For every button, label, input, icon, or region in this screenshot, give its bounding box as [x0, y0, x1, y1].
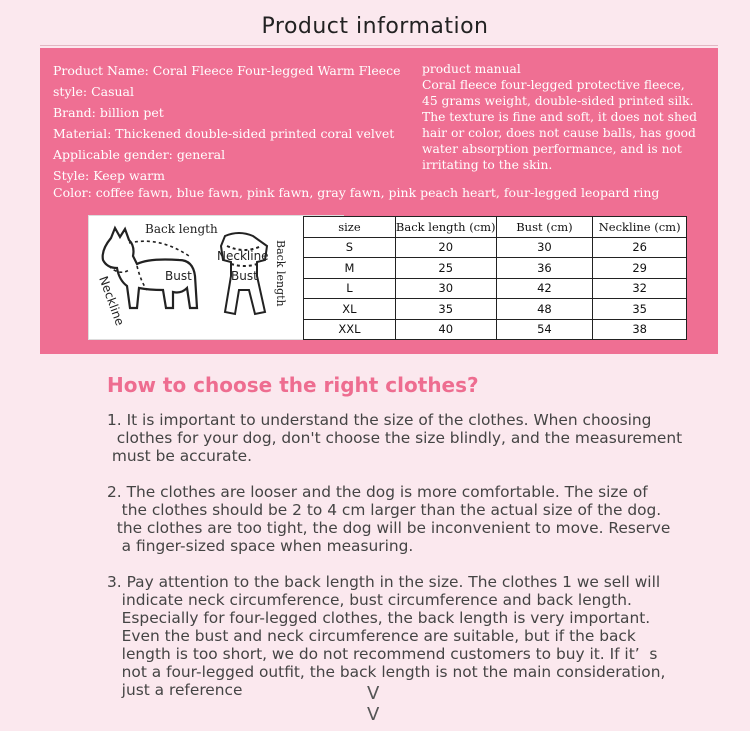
spec-product-name: Product Name: Coral Fleece Four-legged Warm Fleece — [53, 63, 401, 78]
table-row — [304, 237, 687, 258]
manual-line: Coral fleece four-legged protective fleece, — [422, 78, 685, 92]
table-cell: 20 — [395, 237, 496, 258]
guide-line: indicate neck circumference, bust circumference and back length. — [107, 591, 632, 609]
manual-line: irritating to the skin. — [422, 158, 553, 172]
guide-line: a finger-sized space when measuring. — [107, 537, 414, 555]
table-cell: 25 — [395, 258, 496, 279]
table-header-back-length: Back length (cm) — [395, 217, 496, 238]
table-row — [304, 278, 687, 299]
guide-line: just a reference — [107, 681, 243, 699]
table-cell: 26 — [593, 237, 687, 258]
guide-line: the clothes are too tight, the dog will be inconvenient to move. Reserve — [107, 519, 671, 537]
table-cell: 30 — [395, 278, 496, 299]
table-cell: 35 — [395, 299, 496, 320]
spec-style: style: Casual — [53, 84, 135, 99]
guide-line: clothes for your dog, don't choose the size blindly, and the measurement — [107, 429, 683, 447]
spec-gender: Applicable gender: general — [53, 147, 226, 162]
table-header-row — [304, 217, 687, 238]
table-cell: 54 — [496, 319, 593, 340]
dog-measurement-illustration — [89, 216, 305, 339]
manual-line: hair or color, does not cause balls, has good — [422, 126, 696, 140]
table-cell: 32 — [593, 278, 687, 299]
guide-line: the clothes should be 2 to 4 cm larger than the actual size of the dog. — [107, 501, 662, 519]
guide-line: 2. The clothes are looser and the dog is more comfortable. The size of — [107, 483, 648, 501]
diagram-bust2-label: Bust — [231, 269, 258, 283]
table-cell: S — [304, 237, 396, 258]
table-cell: 40 — [395, 319, 496, 340]
guide-line: Even the bust and neck circumference are suitable, but if the back — [107, 627, 636, 645]
diagram-neckline-label: Neckline — [96, 274, 127, 328]
size-table — [303, 216, 687, 340]
spec-color: Color: coffee fawn, blue fawn, pink fawn, gray fawn, pink peach heart, four-legged leopard ring — [53, 185, 660, 200]
manual-line: The texture is fine and soft, it does not shed — [422, 110, 698, 124]
product-info-panel — [40, 48, 718, 354]
guide-line: Especially for four-legged clothes, the back length is very important. — [107, 609, 651, 627]
page-title: Product information — [261, 14, 489, 39]
manual-heading: product manual — [422, 62, 521, 76]
diagram-back-length-label: Back length — [145, 222, 218, 236]
spec-material: Material: Thickened double-sided printed coral velvet — [53, 126, 395, 141]
guide-line: 3. Pay attention to the back length in the size. The clothes 1 we sell will — [107, 573, 661, 591]
title-divider — [40, 45, 718, 46]
table-header-neckline: Neckline (cm) — [593, 217, 687, 238]
table-row — [304, 299, 687, 320]
guide-title: How to choose the right clothes? — [107, 373, 479, 397]
table-row — [304, 258, 687, 279]
diagram-bust-label: Bust — [165, 269, 192, 283]
guide-line: not a four-legged outfit, the back length is not the main consideration, — [107, 663, 666, 681]
bust-line — [137, 266, 147, 290]
manual-line: water absorption performance, and is not — [422, 142, 682, 156]
guide-paragraph-1 — [107, 411, 727, 465]
back-length-line — [129, 241, 189, 256]
table-cell: XL — [304, 299, 396, 320]
spec-brand: Brand: billion pet — [53, 105, 164, 120]
table-cell: 30 — [496, 237, 593, 258]
table-cell: XXL — [304, 319, 396, 340]
diagram-back-length2-label: Back length — [274, 240, 287, 307]
guide-line: must be accurate. — [107, 447, 252, 465]
product-manual — [422, 61, 712, 173]
table-cell: M — [304, 258, 396, 279]
chevron-down-icon: V — [367, 704, 380, 725]
table-row — [304, 319, 687, 340]
table-cell: 38 — [593, 319, 687, 340]
chevron-down-icon: V — [367, 683, 380, 704]
table-cell: 35 — [593, 299, 687, 320]
table-cell: L — [304, 278, 396, 299]
table-cell: 42 — [496, 278, 593, 299]
spec-list — [53, 60, 423, 186]
guide-paragraph-2 — [107, 483, 727, 555]
table-header-size: size — [304, 217, 396, 238]
table-cell: 29 — [593, 258, 687, 279]
table-cell: 36 — [496, 258, 593, 279]
manual-line: 45 grams weight, double-sided printed silk. — [422, 94, 694, 108]
guide-paragraph-3 — [107, 573, 727, 699]
table-header-bust: Bust (cm) — [496, 217, 593, 238]
diagram-neckline2-label: Neckline — [217, 249, 269, 263]
spec-style-warm: Style: Keep warm — [53, 168, 165, 183]
guide-line: 1. It is important to understand the size of the clothes. When choosing — [107, 411, 652, 429]
guide-line: length is too short, we do not recommend customers to buy it. If it’ s — [107, 645, 658, 663]
table-cell: 48 — [496, 299, 593, 320]
